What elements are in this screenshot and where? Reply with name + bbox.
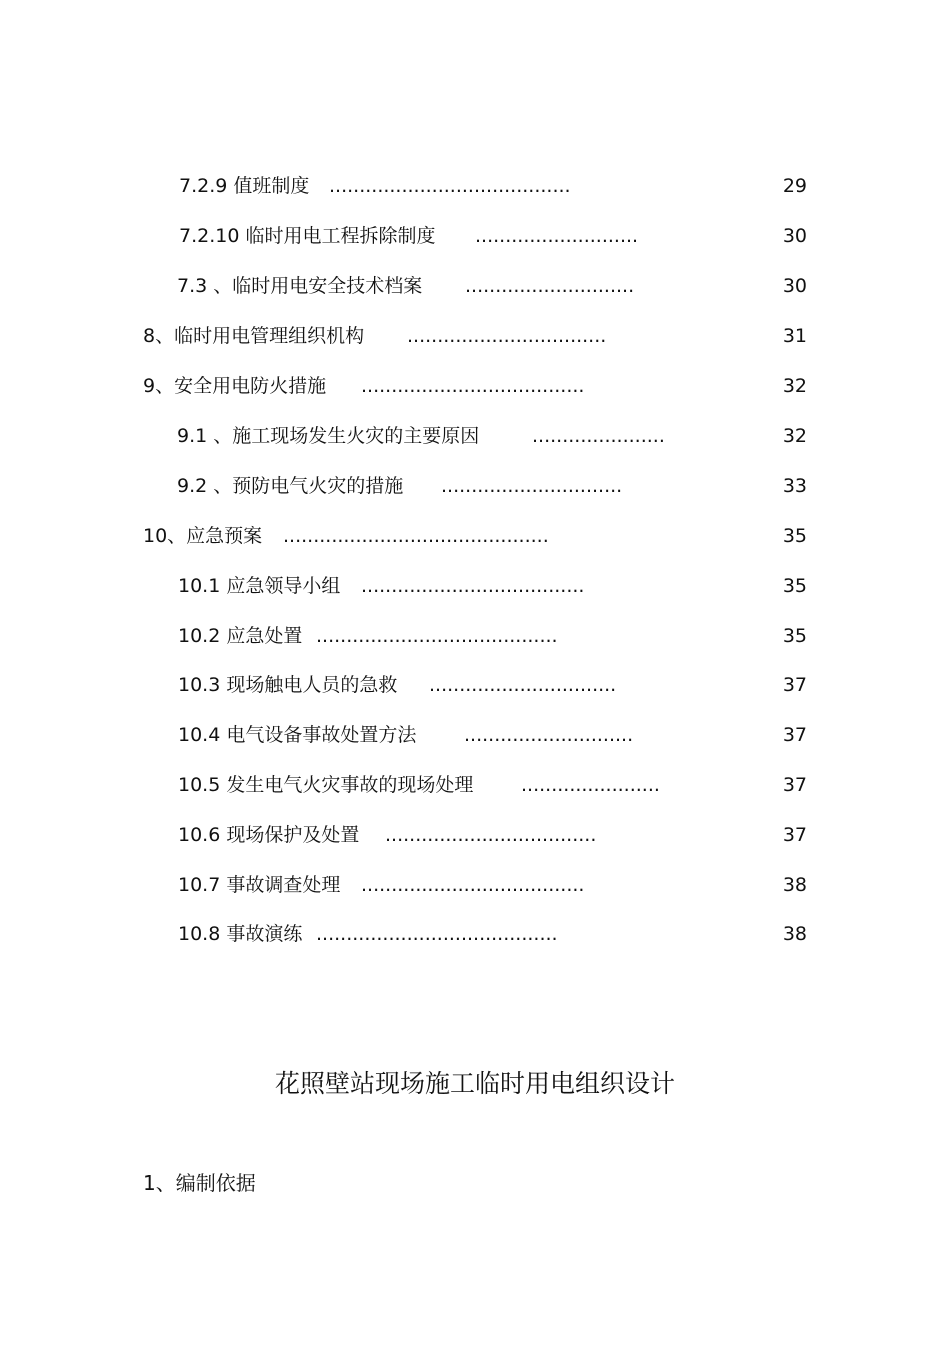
toc-entry-9-1: [177, 424, 665, 448]
toc-entry-leader: ........................................: [329, 175, 571, 197]
toc-entry-leader: ............................................: [283, 525, 549, 547]
toc-entry-10-2: [178, 624, 558, 648]
toc-entry-label: 7.2.9 值班制度: [179, 175, 310, 197]
toc-entry-10-7: [178, 873, 585, 897]
toc-entry-page: 35: [782, 525, 807, 547]
toc-entry-leader: .....................................: [361, 874, 585, 896]
toc-entry-label: 10.2 应急处置: [178, 625, 303, 647]
toc-entry-leader: .....................................: [361, 375, 585, 397]
toc-entry-10-4: [178, 723, 634, 747]
toc-entry-label: 8、临时用电管理组织机构: [143, 325, 365, 347]
toc-entry-label: 9、安全用电防火措施: [143, 375, 327, 397]
toc-entry-leader: ......................: [532, 425, 665, 447]
toc-entry-label: 10.1 应急领导小组: [178, 575, 341, 597]
toc-entry-label: 10、应急预案: [143, 525, 263, 547]
toc-entry-leader: ...............................: [429, 674, 617, 696]
toc-entry-label: 7.3 、临时用电安全技术档案: [177, 275, 423, 297]
toc-entry-leader: ........................................: [316, 625, 558, 647]
toc-entry-leader: .......................: [521, 774, 660, 796]
toc-entry-10: [143, 524, 549, 548]
toc-entry-leader: ........................................: [316, 923, 558, 945]
toc-entry-leader: ...................................: [385, 824, 597, 846]
document-title: 花照壁站现场施工临时用电组织设计: [274, 1069, 675, 1098]
toc-entry-label: 10.4 电气设备事故处置方法: [178, 724, 417, 746]
toc-entry-leader: ..............................: [441, 475, 623, 497]
toc-entry-leader: .....................................: [361, 575, 585, 597]
toc-entry-7-2-10: [179, 224, 639, 248]
toc-entry-10-5: [178, 773, 660, 797]
toc-entry-page: 37: [782, 824, 807, 846]
toc-entry-page: 37: [782, 724, 807, 746]
toc-entry-page: 32: [782, 375, 807, 397]
toc-entry-page: 37: [782, 774, 807, 796]
toc-entry-leader: .................................: [407, 325, 607, 347]
toc-entry-10-8: [178, 922, 558, 946]
section-heading: 1、编制依据: [143, 1171, 256, 1195]
toc-entry-page: 35: [782, 625, 807, 647]
toc-entry-page: 37: [782, 674, 807, 696]
toc-entry-leader: ............................: [464, 724, 634, 746]
toc-entry-page: 33: [782, 475, 807, 497]
toc-entry-7-2-9: [179, 174, 571, 198]
toc-entry-10-3: [178, 673, 617, 697]
toc-entry-label: 10.6 现场保护及处置: [178, 824, 360, 846]
toc-entry-page: 29: [782, 175, 807, 197]
toc-entry-label: 7.2.10 临时用电工程拆除制度: [179, 225, 436, 247]
toc-entry-9: [143, 374, 585, 398]
toc-entry-10-1: [178, 574, 585, 598]
toc-entry-page: 31: [782, 325, 807, 347]
toc-entry-label: 10.5 发生电气火灾事故的现场处理: [178, 774, 474, 796]
toc-entry-8: [143, 324, 607, 348]
toc-entry-leader: ............................: [465, 275, 635, 297]
toc-entry-page: 38: [782, 874, 807, 896]
toc-entry-label: 10.3 现场触电人员的急救: [178, 674, 398, 696]
toc-entry-page: 30: [782, 225, 807, 247]
toc-entry-7-3: [177, 274, 635, 298]
toc-entry-10-6: [178, 823, 597, 847]
toc-entry-page: 32: [782, 425, 807, 447]
toc-entry-9-2: [177, 474, 623, 498]
toc-entry-label: 9.2 、预防电气火灾的措施: [177, 475, 404, 497]
toc-entry-leader: ...........................: [475, 225, 639, 247]
toc-entry-label: 10.7 事故调查处理: [178, 874, 341, 896]
toc-entry-label: 9.1 、施工现场发生火灾的主要原因: [177, 425, 480, 447]
toc-entry-label: 10.8 事故演练: [178, 923, 303, 945]
toc-entry-page: 35: [782, 575, 807, 597]
toc-entry-page: 38: [782, 923, 807, 945]
toc-entry-page: 30: [782, 275, 807, 297]
